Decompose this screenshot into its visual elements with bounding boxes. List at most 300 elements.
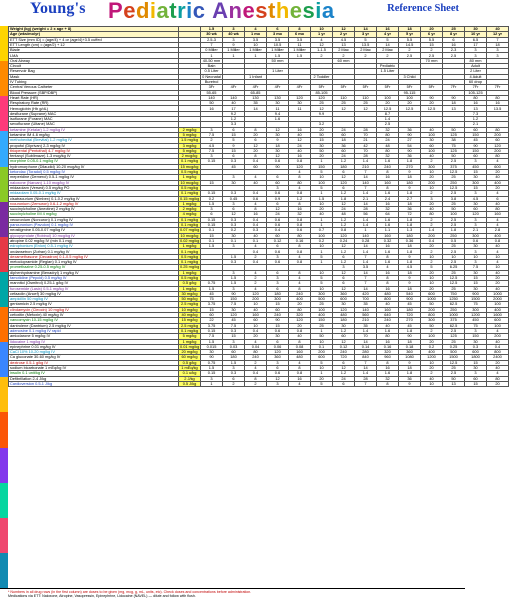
value-cell: 8 [289, 286, 311, 291]
value-cell: 1.2 [333, 260, 355, 265]
value-cell: 1.8 [399, 222, 421, 227]
dose-cell: 0.15 mg/kg [180, 195, 200, 201]
value-cell: 0.3 [223, 217, 245, 222]
value-cell: 60 [465, 154, 487, 159]
value-cell: 2 Toddler [311, 74, 333, 79]
value-cell: 70 [355, 132, 377, 137]
value-cell: 1.5 Liter [377, 69, 399, 74]
value-cell: 15 [465, 185, 487, 190]
value-cell: 20 [421, 244, 443, 249]
value-cell: 1.5 [223, 254, 245, 259]
value-cell: 0.6 [267, 249, 289, 254]
value-cell: 4Fr [245, 85, 267, 90]
value-cell: 5Fr [377, 85, 399, 90]
value-cell: 2 [355, 53, 377, 58]
value-cell: 27 [399, 138, 421, 143]
value-cell: 30 [289, 101, 311, 106]
value-cell: 10 [487, 265, 509, 270]
value-cell: 75 [443, 143, 465, 148]
value-cell: 6 [333, 275, 355, 280]
value-cell: 7.3 [465, 111, 487, 116]
value-cell: 12 [311, 42, 333, 47]
value-cell: 16 [289, 154, 311, 159]
value-cell: 0.4 [245, 159, 267, 164]
value-cell: 1.2 [333, 222, 355, 227]
value-cell: 6 [333, 185, 355, 190]
value-cell: 1.5 [223, 275, 245, 280]
value-cell: 20 [487, 170, 509, 175]
value-cell: 25 [311, 101, 333, 106]
drug-cell: morphine 0.05-0.1 mg/kg IV [9, 159, 179, 164]
title-letter [206, 0, 213, 24]
title-letter: A [212, 0, 229, 23]
value-cell: 180 [399, 307, 421, 312]
value-cell: 3 [223, 339, 245, 344]
value-cell: 60 [267, 307, 289, 312]
value-cell: 14 [355, 175, 377, 180]
dose-cell: 0.25 mg/kg [180, 264, 200, 270]
value-cell: 10 [245, 302, 267, 307]
value-cell: 15 [223, 148, 245, 153]
dose-cell: 0.5 J/kg [179, 381, 201, 386]
value-cell: 6 yr [421, 32, 443, 37]
value-cell: 11 [267, 106, 289, 111]
value-cell: 16 [377, 201, 399, 206]
value-cell: 400 [487, 307, 509, 312]
value-cell: 65-85 [245, 90, 267, 95]
value-cell: 3 [223, 201, 245, 206]
value-cell: 18 [399, 244, 421, 249]
value-cell: 36 [399, 154, 421, 159]
value-cell: 16 [201, 106, 223, 111]
drug-cell: succinylcholine (Anectine) 2 mg/kg IV [9, 207, 179, 212]
value-cell: 30 [465, 27, 487, 32]
value-cell: 450 [465, 164, 487, 169]
value-cell: 2 [311, 53, 333, 58]
drug-cell: sodium bicarbonate 1 mEq/kg IV [9, 366, 179, 371]
value-cell: 1.5 [223, 360, 245, 365]
value-cell: 0.1 [223, 238, 245, 243]
value-cell: 1.5 [267, 53, 289, 58]
value-cell: 1.4 [355, 159, 377, 164]
value-cell: 1.5 [201, 201, 223, 206]
value-cell: 3 [487, 48, 509, 53]
value-cell: 6 [443, 37, 465, 42]
value-cell: 20 [487, 281, 509, 286]
drug-cell: Reservoir Bag [9, 69, 179, 74]
value-cell: 14 [355, 244, 377, 249]
value-cell: 7.5 [201, 132, 223, 137]
drug-cell: Oral Airway [9, 58, 179, 63]
value-cell: 80 [289, 180, 311, 185]
value-cell: 15 [201, 180, 223, 185]
sheet-subtitle: Reference Sheet [387, 3, 459, 14]
value-cell: 2 [421, 48, 443, 53]
drug-cell: Weight (kg) (weight = 2 x age + 8) [9, 27, 179, 32]
value-cell: 130 [245, 95, 267, 100]
value-cell: 30 [333, 302, 355, 307]
value-cell: 2 [421, 260, 443, 265]
value-cell: 1.4 [355, 328, 377, 333]
value-cell: 3 [267, 360, 289, 365]
value-cell: 6 [333, 360, 355, 365]
value-cell: 12 [333, 366, 355, 371]
value-cell: 80 [289, 233, 311, 238]
value-cell: 45 [399, 323, 421, 328]
value-cell: 8 [289, 201, 311, 206]
value-cell: 7 [487, 37, 509, 42]
sheet-header [0, 0, 465, 27]
value-cell: 1 [311, 191, 333, 196]
value-cell: 20 [421, 286, 443, 291]
value-cell: 0.4 [245, 371, 267, 376]
value-cell: 0.6 [465, 238, 487, 243]
value-cell: 9 [399, 381, 421, 386]
value-cell: 40 [289, 148, 311, 153]
value-cell: 2.5 [421, 53, 443, 58]
value-cell: 30 [201, 350, 223, 355]
dose-cell: 2.5 mg/kg [179, 323, 201, 328]
value-cell: 180 [399, 180, 421, 185]
value-cell: 18 [267, 143, 289, 148]
value-cell: 2 Mac [333, 48, 355, 53]
value-cell: 2.5 [443, 222, 465, 227]
value-cell: 25 [443, 270, 465, 275]
value-cell: 13.5 [487, 106, 509, 111]
title-letter: t [268, 0, 276, 23]
value-cell: 160 [245, 313, 267, 318]
sheet-footer [0, 588, 465, 600]
value-cell: 100 [487, 323, 509, 328]
value-cell: 12.5 [443, 275, 465, 280]
value-cell: 90 [443, 95, 465, 100]
value-cell: 200 [421, 233, 443, 238]
dose-cell: 2 J/kg [179, 376, 201, 381]
value-cell: 250 [443, 307, 465, 312]
value-cell: 28 [355, 207, 377, 212]
value-cell: 2.5 [377, 122, 399, 127]
value-cell: 5 yr [399, 32, 421, 37]
value-cell: 5 [311, 281, 333, 286]
value-cell: 180 [333, 164, 355, 169]
value-cell: 200 [421, 180, 443, 185]
value-cell: 0.8 [289, 217, 311, 222]
value-cell: 0.1 [201, 228, 223, 233]
value-cell: 1 [311, 260, 333, 265]
value-cell: 20 [289, 323, 311, 328]
value-cell: 0 Miller [201, 48, 223, 53]
value-cell: 1.6 [377, 159, 399, 164]
value-cell: 7 [355, 381, 377, 386]
title-letter: s [302, 0, 316, 23]
value-cell: 11 [289, 42, 311, 47]
value-cell: 60 mm [333, 58, 355, 63]
value-cell: 12 [267, 376, 289, 381]
value-cell: 1.4 [421, 228, 443, 233]
value-cell: 20 [245, 132, 267, 137]
value-cell: 1800 [465, 355, 487, 360]
drug-cell: CaCl 10% 10-20 mg/kg IV [9, 350, 179, 355]
value-cell: 150 [311, 318, 333, 323]
title-letter: i [186, 0, 193, 23]
value-cell: 10 [487, 254, 509, 259]
value-cell: 120 [333, 307, 355, 312]
value-cell: 25 [311, 302, 333, 307]
value-cell: 0.3 [223, 371, 245, 376]
value-cell: 60 [201, 313, 223, 318]
value-cell: 105-125 [465, 90, 487, 95]
value-cell: 30 [267, 101, 289, 106]
value-cell: 15 [465, 170, 487, 175]
value-cell: 600 [487, 164, 509, 169]
value-cell: 1500 [465, 297, 487, 302]
value-cell: 6 [245, 138, 267, 143]
value-cell: 90 [223, 291, 245, 296]
value-cell: 5Fr [311, 85, 333, 90]
value-cell: 36 [399, 376, 421, 381]
value-cell: 4 yr [377, 32, 399, 37]
drug-cell: Cardioversion 0.5-1 J/kg [9, 381, 179, 386]
title-letter: a [156, 0, 170, 23]
dose-cell: 15 mcg/kg [179, 164, 201, 169]
value-cell: 0.6 [289, 228, 311, 233]
value-cell: 3Fr [201, 85, 223, 90]
value-cell: 60 [267, 180, 289, 185]
drug-cell: adenosine 0.1 mg/kg IV rapid [9, 328, 179, 333]
value-cell: 10 [245, 42, 267, 47]
value-cell: 100 [421, 148, 443, 153]
value-cell: 0.1 [311, 344, 333, 349]
value-cell: 0.6 [267, 217, 289, 222]
value-cell: 56 [355, 212, 377, 217]
value-cell: 14 [355, 366, 377, 371]
value-cell: 3 [465, 191, 487, 196]
value-cell: 90 [267, 318, 289, 323]
value-cell: 2 [245, 254, 267, 259]
value-cell: 40 [245, 180, 267, 185]
value-cell: 40 [421, 376, 443, 381]
value-cell: 24 [267, 212, 289, 217]
value-cell: 1.6 [377, 191, 399, 196]
dose-cell: 2 mg/kg [179, 207, 201, 212]
drug-cell: midazolam (Versed) 0.5 mg/kg PO [9, 185, 179, 190]
value-cell: 100 [443, 212, 465, 217]
value-cell: 50 [311, 132, 333, 137]
value-cell: 0.3 [465, 344, 487, 349]
value-cell: 0.6 [267, 191, 289, 196]
value-cell: 0.7 [311, 228, 333, 233]
category-band [0, 553, 8, 588]
value-cell: 320 [377, 350, 399, 355]
value-cell: 140 [355, 180, 377, 185]
value-cell: 80 [487, 127, 509, 132]
value-cell: 1 [201, 53, 223, 58]
value-cell: 3 [223, 366, 245, 371]
value-cell: 1.6 [377, 249, 399, 254]
value-cell: 80 [377, 132, 399, 137]
dose-cell: 1 mg/kg [179, 201, 201, 206]
value-cell: 13 [443, 381, 465, 386]
drug-cell: epinephrine 0.01 mg/kg IV [9, 344, 179, 349]
value-cell: 50 [443, 127, 465, 132]
drug-cell: diphenhydramine (Benadryl) 1 mg/kg IV [9, 270, 179, 275]
value-cell: 3 [465, 328, 487, 333]
value-cell: 30 [465, 175, 487, 180]
value-cell: 1-1.5 [311, 48, 333, 53]
value-cell: 1200 [465, 313, 487, 318]
value-cell: 10 [421, 360, 443, 365]
value-cell: 0.4 [245, 260, 267, 265]
value-cell: 45 [399, 302, 421, 307]
value-cell: 250 [443, 180, 465, 185]
value-cell: 3 [421, 196, 443, 201]
value-cell: 0.4 [245, 249, 267, 254]
value-cell: 2 [421, 159, 443, 164]
title-letter: c [192, 0, 206, 23]
value-cell: 90 [201, 355, 223, 360]
value-cell: 48 [377, 143, 399, 148]
value-cell: 6 [267, 270, 289, 275]
value-cell: 0.3 [245, 228, 267, 233]
drug-cell: famotidine (Pepcid) 0.5 mg/kg IV [9, 275, 179, 280]
value-cell: 10 [311, 201, 333, 206]
value-cell: 160 [377, 233, 399, 238]
value-cell: 3 Child [399, 74, 421, 79]
value-cell: 7.5 [223, 302, 245, 307]
value-cell: 8 [377, 170, 399, 175]
value-cell: 20 [311, 127, 333, 132]
value-cell: 1.6 [377, 371, 399, 376]
value-cell: 160 [377, 307, 399, 312]
value-cell: 400 [487, 180, 509, 185]
category-band [0, 518, 8, 553]
dose-cell: 40 mg/kg [179, 313, 201, 318]
value-cell: 1 [311, 328, 333, 333]
value-cell: 240 [289, 291, 311, 296]
value-cell: 8 [289, 27, 311, 32]
value-cell: 110 [333, 95, 355, 100]
value-cell: 2 [421, 249, 443, 254]
value-cell: 1.2 [333, 159, 355, 164]
value-cell: 1.4 [355, 191, 377, 196]
value-cell: 17 [465, 42, 487, 47]
value-cell: 12.5 [443, 360, 465, 365]
value-cell: 0.2 [201, 196, 223, 201]
dose-cell: 10 mcg/kg [179, 180, 201, 185]
title-letter: d [135, 0, 150, 23]
value-cell: 75 [465, 302, 487, 307]
value-cell: 4.5 [333, 37, 355, 42]
value-cell: 16 [377, 270, 399, 275]
value-cell: 600 [421, 291, 443, 296]
drug-cell: vecuronium (Norcuron) 0.1 mg/kg IV [9, 217, 179, 222]
value-cell: 0.36 [399, 238, 421, 243]
value-cell: 28 [355, 127, 377, 132]
value-cell: 200 [487, 334, 509, 339]
value-cell: 12 [267, 207, 289, 212]
value-cell: 7 [355, 170, 377, 175]
value-cell: 90 [465, 143, 487, 148]
value-cell: 14 [355, 286, 377, 291]
value-cell: 1 Miller [289, 48, 311, 53]
value-cell: 10 [311, 175, 333, 180]
drug-cell: methohexital (Brevital) 1-2 mg/kg IV [9, 138, 179, 143]
value-cell: 0.6 [267, 328, 289, 333]
table-row [9, 381, 509, 386]
value-cell: 7.5 [201, 334, 223, 339]
dose-cell: 2 mg/kg [179, 127, 201, 132]
value-cell: 6 [333, 254, 355, 259]
value-cell: 1080 [399, 355, 421, 360]
value-cell: 70 [355, 334, 377, 339]
value-cell: 20 [289, 302, 311, 307]
value-cell: 0.4 [245, 191, 267, 196]
value-cell: 0.03 [223, 344, 245, 349]
drug-cell: succinylcholine IM 4 mg/kg [9, 212, 179, 217]
value-cell: 15 [465, 360, 487, 365]
value-cell: 4.5 [201, 143, 223, 148]
value-cell: 240 [333, 350, 355, 355]
value-cell: 30 [465, 366, 487, 371]
value-cell: 4 [487, 371, 509, 376]
value-cell: 1 Miller [267, 48, 289, 53]
value-cell: 16 [245, 212, 267, 217]
value-cell: 20 [421, 175, 443, 180]
value-cell: 14 [355, 201, 377, 206]
value-cell: 9 [399, 281, 421, 286]
value-cell: 80 [487, 95, 509, 100]
value-cell: 100 [421, 132, 443, 137]
value-cell: 1 yr [311, 32, 333, 37]
value-cell: 12 [333, 339, 355, 344]
value-cell: 1.4 [355, 222, 377, 227]
value-cell: 120 [245, 291, 267, 296]
value-cell: 18 [399, 339, 421, 344]
value-cell: 1.2 [333, 371, 355, 376]
value-cell: 1 Miller [223, 48, 245, 53]
value-cell: 40 [289, 132, 311, 137]
value-cell: 30 [223, 233, 245, 238]
value-cell: 3 [267, 275, 289, 280]
value-cell: 600 [333, 297, 355, 302]
value-cell: 12 [333, 201, 355, 206]
value-cell: 210 [355, 318, 377, 323]
value-cell: 32 [377, 154, 399, 159]
value-cell: 1600 [487, 313, 509, 318]
value-cell: 14 [355, 270, 377, 275]
value-cell: 9 [399, 254, 421, 259]
drug-cell: Central Venous Catheter [9, 85, 179, 90]
category-band [0, 26, 8, 61]
value-cell: 40 [487, 286, 509, 291]
value-cell: 2 [333, 53, 355, 58]
value-cell: 30 [465, 244, 487, 249]
value-cell: 1 [311, 159, 333, 164]
value-cell: 17 [223, 106, 245, 111]
value-cell: 40 [311, 212, 333, 217]
value-cell: 9 [399, 360, 421, 365]
value-cell: 30 [465, 201, 487, 206]
dose-cell: 0.1 mg/kg [179, 159, 201, 164]
value-cell: 6 [267, 366, 289, 371]
value-cell: 120 [289, 95, 311, 100]
value-cell: 4 [289, 185, 311, 190]
value-cell: 80 [487, 154, 509, 159]
value-cell: 3 [465, 260, 487, 265]
value-cell: 25 [311, 323, 333, 328]
category-band [0, 61, 8, 96]
value-cell: 6 [267, 201, 289, 206]
